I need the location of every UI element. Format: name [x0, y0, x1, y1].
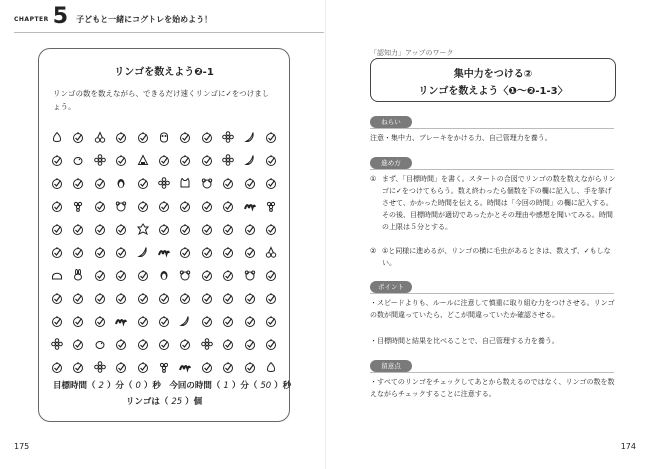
flower-icon[interactable] [51, 338, 63, 350]
step-1 [370, 173, 616, 233]
apple-icon[interactable] [179, 338, 191, 350]
apple-icon[interactable] [201, 200, 213, 212]
apple-icon[interactable] [222, 338, 234, 350]
section-rule [370, 169, 614, 170]
point-label: ポイント [370, 281, 412, 293]
step-number: ① [370, 175, 377, 183]
apple-icon[interactable] [51, 315, 63, 327]
apple-icon[interactable] [137, 177, 149, 189]
leaf-icon[interactable] [137, 223, 149, 235]
target-minutes[interactable]: 2 [98, 381, 104, 391]
actual-minutes[interactable]: 1 [223, 381, 229, 391]
apple-icon[interactable] [94, 292, 106, 304]
apple-icon[interactable] [115, 154, 127, 166]
apple-icon[interactable] [179, 200, 191, 212]
time-label: ）秒 今回の時間（ [143, 381, 221, 391]
grape-icon[interactable] [72, 200, 84, 212]
apple-icon[interactable] [51, 154, 63, 166]
apple-icon[interactable] [265, 338, 277, 350]
apple-icon[interactable] [201, 154, 213, 166]
apple-icon[interactable] [222, 200, 234, 212]
method-label: 進め方 [370, 157, 412, 169]
aim-text: 注意・集中力、ブレーキをかける力、自己管理力を養う。 [370, 134, 552, 142]
flower-icon[interactable] [158, 177, 170, 189]
banana-icon[interactable] [137, 246, 149, 258]
worksheet-title: リンゴを数えよう❷-1 [114, 67, 214, 78]
cherry-icon[interactable] [94, 131, 106, 143]
apple-icon[interactable] [72, 246, 84, 258]
exercise-title-box [370, 58, 616, 102]
step-text: まず、「目標時間」を書く。スタートの合図でリンゴの数を数えながらリンゴに✓をつけてもらう。数え終わったら個数を下の欄に記入し、手を挙げさせて、かかった時間を伝える。時間は「今回の時間」の欄に記入する。その後、目標時間が適切であったかとその理由や感想を聞いてみる。時間の上限は５分とする。 [382, 175, 616, 231]
apple-icon[interactable] [201, 223, 213, 235]
exercise-subtitle: リンゴを数えよう〈❶〜❷-1-3〉 [418, 86, 568, 97]
apple-icon[interactable] [244, 315, 256, 327]
apple-icon[interactable] [158, 338, 170, 350]
apple-icon[interactable] [158, 292, 170, 304]
rice-icon[interactable] [137, 154, 149, 166]
point-text-1: ・スピードよりも、ルールに注意して慎重に取り組む力をつけさせる。リンゴの数が間違っていたら、どこが間違っていたか確認させる。 [370, 299, 615, 319]
chapter-header [14, 4, 213, 29]
apple-icon[interactable] [51, 292, 63, 304]
rabbit-icon[interactable] [72, 269, 84, 281]
apple-icon[interactable] [137, 269, 149, 281]
header-rule [14, 32, 324, 33]
apple-icon[interactable] [179, 154, 191, 166]
apple-icon[interactable] [137, 131, 149, 143]
apple-icon[interactable] [265, 177, 277, 189]
apple-icon[interactable] [244, 223, 256, 235]
apple-icon[interactable] [94, 200, 106, 212]
apple-icon[interactable] [201, 246, 213, 258]
apple-icon[interactable] [222, 361, 234, 373]
section-rule [370, 372, 614, 373]
worm-icon[interactable] [244, 200, 256, 212]
banana-icon[interactable] [244, 154, 256, 166]
apple-icon[interactable] [222, 246, 234, 258]
apple-icon[interactable] [265, 131, 277, 143]
count-label: リンゴは（ [125, 397, 169, 407]
chapter-label: CHAPTER [14, 15, 49, 23]
time-label: 目標時間（ [53, 381, 96, 391]
apple-icon[interactable] [244, 246, 256, 258]
worm-icon[interactable] [158, 246, 170, 258]
pear-icon[interactable] [51, 131, 63, 143]
apple-icon[interactable] [201, 315, 213, 327]
apple-icon[interactable] [158, 154, 170, 166]
apple-icon[interactable] [244, 177, 256, 189]
apple-icon[interactable] [94, 177, 106, 189]
apple-icon[interactable] [244, 361, 256, 373]
apple-icon[interactable] [137, 292, 149, 304]
count-label: ）個 [185, 397, 203, 407]
flower-icon[interactable] [94, 154, 106, 166]
time-label: ）分（ [231, 381, 258, 391]
time-label: ）分（ [106, 381, 133, 391]
time-label: ）秒 [274, 381, 292, 391]
apple-icon[interactable] [201, 131, 213, 143]
apple-icon[interactable] [201, 292, 213, 304]
apple-icon[interactable] [244, 338, 256, 350]
apple-icon[interactable] [51, 177, 63, 189]
apple-icon[interactable] [94, 315, 106, 327]
step-text: ①と同様に進めるが、リンゴの横に毛虫があるときは、数えず、✓もしない。 [382, 247, 611, 267]
apple-icon[interactable] [158, 223, 170, 235]
apple-icon[interactable] [72, 292, 84, 304]
apple-icon[interactable] [222, 292, 234, 304]
apple-icon[interactable] [72, 223, 84, 235]
exercise-title: 集中力をつける② [453, 69, 533, 80]
apple-icon[interactable] [94, 223, 106, 235]
worm-icon[interactable] [115, 315, 127, 327]
note-label: 留意点 [370, 360, 412, 372]
page-gutter [325, 0, 326, 469]
apple-icon[interactable] [201, 361, 213, 373]
apple-icon[interactable] [158, 315, 170, 327]
actual-seconds[interactable]: 50 [260, 381, 272, 391]
section-rule [370, 128, 614, 129]
section-tag: 「認知力」アップのワーク [370, 49, 454, 57]
apple-icon[interactable] [94, 246, 106, 258]
grape-icon[interactable] [158, 361, 170, 373]
cat-icon[interactable] [179, 177, 191, 189]
owl-icon[interactable] [158, 131, 170, 143]
pear-icon[interactable] [265, 361, 277, 373]
apple-icon[interactable] [265, 154, 277, 166]
bear-icon[interactable] [244, 269, 256, 281]
apple-icon[interactable] [51, 223, 63, 235]
apple-icon[interactable] [222, 177, 234, 189]
apple-icon[interactable] [265, 315, 277, 327]
banana-icon[interactable] [244, 131, 256, 143]
apple-icon[interactable] [137, 200, 149, 212]
worksheet-card [38, 48, 290, 422]
bear-icon[interactable] [115, 200, 127, 212]
apple-icon[interactable] [265, 223, 277, 235]
apple-icon[interactable] [72, 131, 84, 143]
flower-icon[interactable] [222, 131, 234, 143]
apple-icon[interactable] [115, 223, 127, 235]
banana-icon[interactable] [179, 315, 191, 327]
apple-icon[interactable] [115, 292, 127, 304]
apple-icon[interactable] [179, 223, 191, 235]
page-number-left: 175 [14, 442, 30, 451]
apple-icon[interactable] [51, 200, 63, 212]
flower-icon[interactable] [201, 338, 213, 350]
apple-icon[interactable] [72, 315, 84, 327]
icon-grid [51, 131, 277, 391]
apple-icon[interactable] [115, 338, 127, 350]
chapter-title: 子どもと一緒にコグトレを始めよう！ [76, 14, 213, 24]
apple-icon[interactable] [265, 269, 277, 281]
apple-icon[interactable] [94, 269, 106, 281]
apple-icon[interactable] [179, 246, 191, 258]
apple-icon[interactable] [158, 200, 170, 212]
page-number-right: 174 [620, 442, 636, 451]
point-text-2: ・目標時間と結果を比べることで、自己管理する力を養う。 [370, 337, 559, 345]
apple-icon[interactable] [51, 361, 63, 373]
penguin-icon[interactable] [115, 177, 127, 189]
apple-icon[interactable] [222, 269, 234, 281]
time-row [53, 379, 291, 391]
apple-icon[interactable] [222, 223, 234, 235]
apple-icon[interactable] [72, 361, 84, 373]
apple-icon[interactable] [115, 246, 127, 258]
bird-icon[interactable] [72, 154, 84, 166]
apple-icon[interactable] [179, 131, 191, 143]
apple-icon[interactable] [72, 177, 84, 189]
flower-icon[interactable] [94, 361, 106, 373]
step-number: ② [370, 247, 377, 255]
target-seconds[interactable]: 0 [135, 381, 141, 391]
apple-icon[interactable] [265, 292, 277, 304]
worksheet-instruction: リンゴの数を数えながら、できるだけ速くリンゴに✓をつけましょう。 [53, 89, 270, 111]
apple-icon[interactable] [179, 292, 191, 304]
bread-icon[interactable] [51, 269, 63, 281]
bear-icon[interactable] [201, 177, 213, 189]
apple-icon[interactable] [137, 361, 149, 373]
step-2 [370, 245, 616, 269]
apple-icon[interactable] [51, 246, 63, 258]
apple-icon[interactable] [244, 292, 256, 304]
penguin-icon[interactable] [158, 269, 170, 281]
grape-icon[interactable] [265, 200, 277, 212]
chapter-number: 5 [52, 4, 69, 29]
section-rule [370, 293, 614, 294]
apple-icon[interactable] [222, 315, 234, 327]
flower-icon[interactable] [222, 154, 234, 166]
bird-icon[interactable] [94, 338, 106, 350]
apple-icon[interactable] [137, 338, 149, 350]
apple-icon[interactable] [115, 361, 127, 373]
apple-icon[interactable] [115, 269, 127, 281]
worm-icon[interactable] [179, 361, 191, 373]
bear-icon[interactable] [179, 269, 191, 281]
apple-icon[interactable] [115, 131, 127, 143]
apple-icon[interactable] [137, 315, 149, 327]
aim-label: ねらい [370, 116, 412, 128]
apple-icon[interactable] [201, 269, 213, 281]
cherry-icon[interactable] [265, 246, 277, 258]
note-text: ・すべてのリンゴをチェックしてあとから数えるのではなく、リンゴの数を数えながらチェックすることに注意する。 [370, 378, 615, 398]
count-row [39, 395, 289, 407]
apple-icon[interactable] [72, 338, 84, 350]
apple-count[interactable]: 25 [171, 397, 183, 407]
